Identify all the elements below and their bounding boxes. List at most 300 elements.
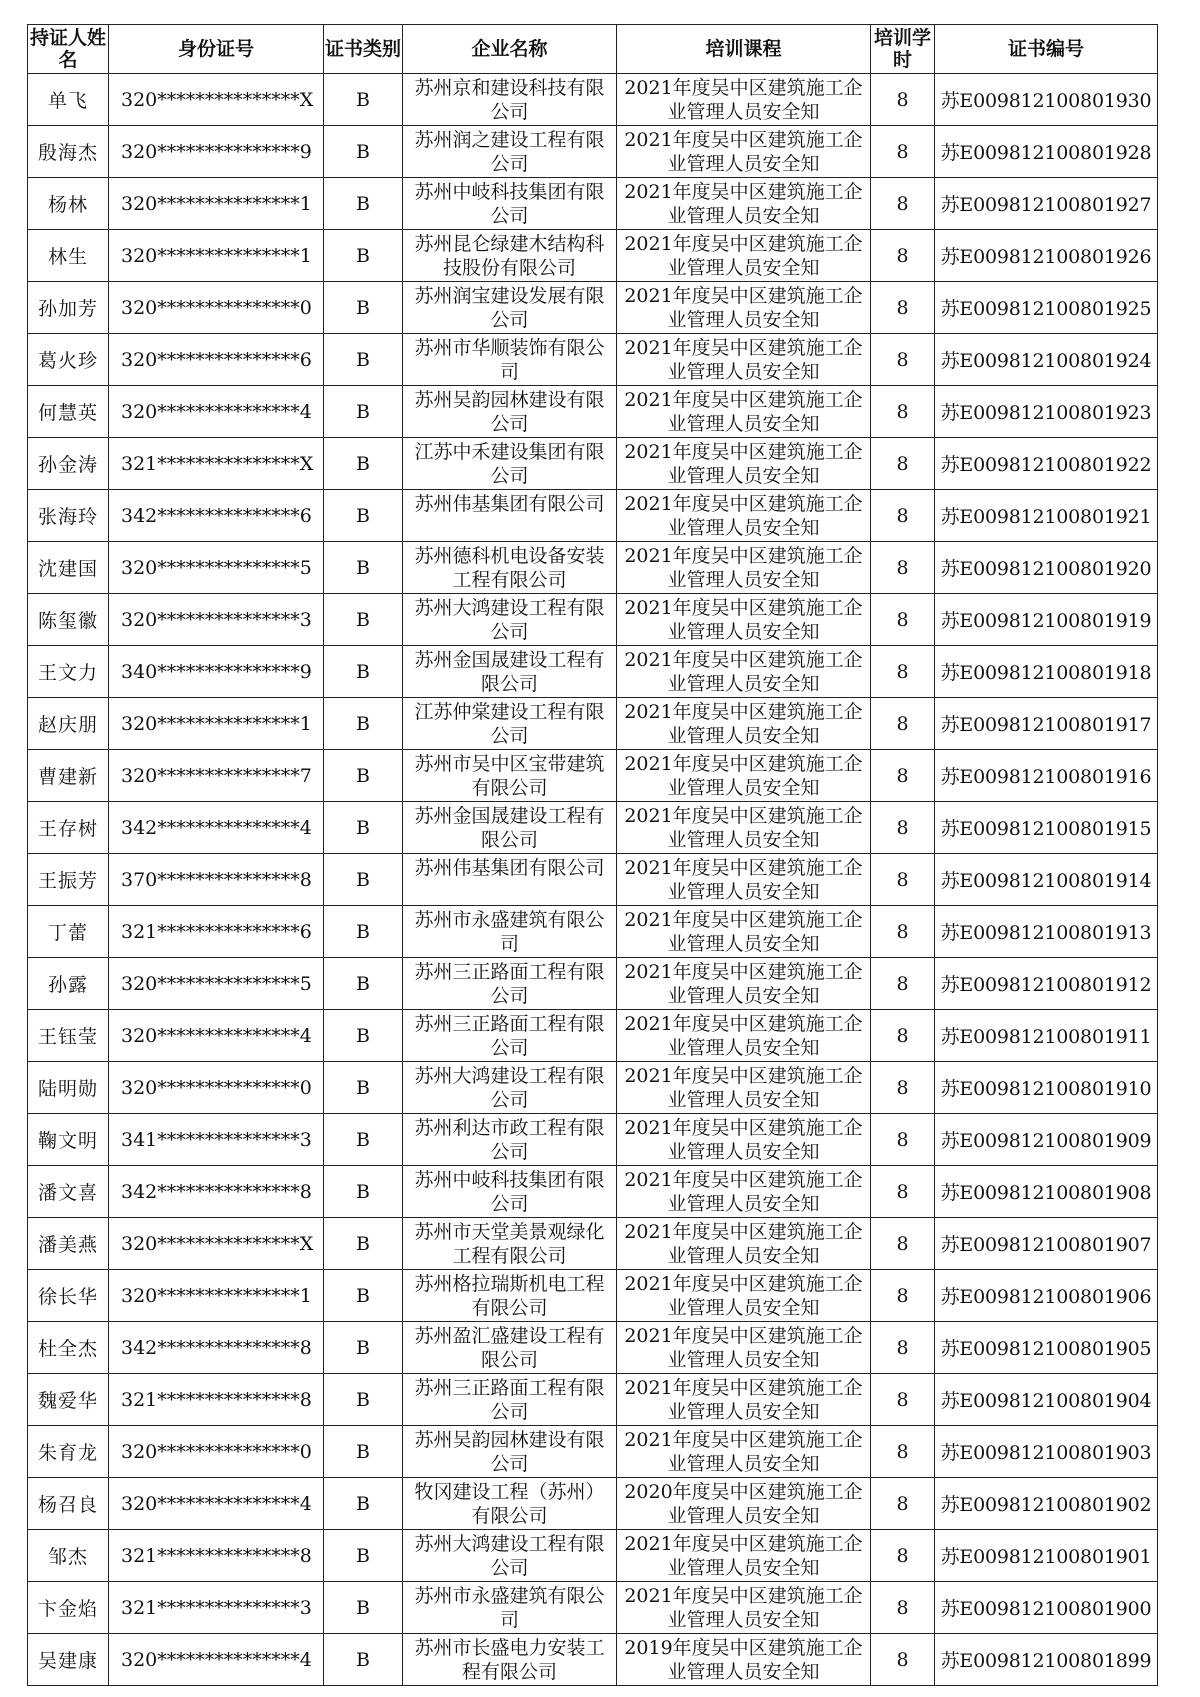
cell-cert-category: B [324, 1634, 403, 1686]
table-row [28, 698, 1158, 750]
cell-course-text: 2021年度吴中区建筑施工企业管理人员安全知 [624, 545, 863, 591]
table-row [28, 906, 1158, 958]
cell-company [403, 698, 617, 750]
cell-course-text: 2021年度吴中区建筑施工企业管理人员安全知 [624, 909, 863, 955]
cell-course [617, 1634, 871, 1686]
cell-name: 赵庆朋 [28, 698, 109, 750]
cell-cert-no: 苏E009812100801927 [935, 178, 1158, 230]
cell-id-number: 320***************5 [109, 542, 324, 594]
cell-name: 卞金焰 [28, 1582, 109, 1634]
header-cert-no: 证书编号 [935, 25, 1158, 74]
cell-course-text: 2021年度吴中区建筑施工企业管理人员安全知 [624, 1273, 863, 1319]
cell-hours: 8 [871, 958, 935, 1010]
cell-company [403, 1478, 617, 1530]
header-row [28, 25, 1158, 74]
cell-cert-category: B [324, 594, 403, 646]
cell-cert-category: B [324, 178, 403, 230]
table-header [28, 25, 1158, 74]
table-row [28, 1322, 1158, 1374]
cell-course [617, 1010, 871, 1062]
cell-company [403, 74, 617, 126]
cell-cert-category: B [324, 1374, 403, 1426]
cell-company [403, 178, 617, 230]
cell-company-text: 苏州三正路面工程有限公司 [414, 1377, 605, 1423]
table-row [28, 1582, 1158, 1634]
cell-hours: 8 [871, 178, 935, 230]
cell-cert-no: 苏E009812100801907 [935, 1218, 1158, 1270]
cell-cert-category: B [324, 1530, 403, 1582]
cell-company [403, 958, 617, 1010]
cell-hours: 8 [871, 1530, 935, 1582]
cell-id-number: 320***************4 [109, 1010, 324, 1062]
cell-cert-no: 苏E009812100801903 [935, 1426, 1158, 1478]
cell-company [403, 542, 617, 594]
cell-course [617, 698, 871, 750]
table-row [28, 386, 1158, 438]
cell-hours: 8 [871, 750, 935, 802]
cell-name: 沈建国 [28, 542, 109, 594]
cell-id-number: 321***************X [109, 438, 324, 490]
header-cert-category: 证书类别 [324, 25, 403, 74]
cell-hours: 8 [871, 1166, 935, 1218]
cell-course [617, 1166, 871, 1218]
cell-hours: 8 [871, 282, 935, 334]
header-id-number: 身份证号 [109, 25, 324, 74]
cell-cert-category: B [324, 386, 403, 438]
cell-cert-no: 苏E009812100801924 [935, 334, 1158, 386]
cell-course [617, 230, 871, 282]
cell-course [617, 1582, 871, 1634]
cell-course-text: 2021年度吴中区建筑施工企业管理人员安全知 [624, 753, 863, 799]
cell-name: 王存树 [28, 802, 109, 854]
cell-course [617, 1062, 871, 1114]
cell-cert-no: 苏E009812100801914 [935, 854, 1158, 906]
cell-id-number: 320***************5 [109, 958, 324, 1010]
cell-hours: 8 [871, 126, 935, 178]
cell-id-number: 370***************8 [109, 854, 324, 906]
header-hours: 培训学时 [871, 25, 935, 74]
cell-id-number: 320***************4 [109, 1478, 324, 1530]
cell-company [403, 1530, 617, 1582]
cell-company [403, 1218, 617, 1270]
table-row [28, 594, 1158, 646]
cell-cert-category: B [324, 646, 403, 698]
cell-name: 单飞 [28, 74, 109, 126]
cell-cert-no: 苏E009812100801928 [935, 126, 1158, 178]
table-row [28, 230, 1158, 282]
cell-hours: 8 [871, 542, 935, 594]
cell-cert-category: B [324, 438, 403, 490]
cell-course [617, 1322, 871, 1374]
cell-course-text: 2021年度吴中区建筑施工企业管理人员安全知 [624, 1221, 863, 1267]
cell-company-text: 苏州德科机电设备安装工程有限公司 [414, 545, 605, 591]
table-row [28, 1114, 1158, 1166]
cell-hours: 8 [871, 74, 935, 126]
cell-company [403, 490, 617, 542]
cell-cert-category: B [324, 230, 403, 282]
cell-id-number: 320***************1 [109, 698, 324, 750]
cell-company [403, 334, 617, 386]
cell-name: 孙加芳 [28, 282, 109, 334]
cell-course [617, 958, 871, 1010]
header-course: 培训课程 [617, 25, 871, 74]
cell-name: 葛火珍 [28, 334, 109, 386]
cell-company [403, 646, 617, 698]
cell-course-text: 2019年度吴中区建筑施工企业管理人员安全知 [624, 1637, 863, 1683]
cell-cert-no: 苏E009812100801919 [935, 594, 1158, 646]
cell-name: 殷海杰 [28, 126, 109, 178]
cell-course [617, 1530, 871, 1582]
cell-company [403, 750, 617, 802]
cell-company [403, 906, 617, 958]
cell-hours: 8 [871, 438, 935, 490]
cell-id-number: 342***************8 [109, 1322, 324, 1374]
cell-id-number: 320***************1 [109, 1270, 324, 1322]
cell-cert-no: 苏E009812100801915 [935, 802, 1158, 854]
cell-course [617, 178, 871, 230]
cell-course [617, 802, 871, 854]
cell-cert-category: B [324, 1218, 403, 1270]
cell-id-number: 321***************3 [109, 1582, 324, 1634]
cell-id-number: 320***************1 [109, 178, 324, 230]
cell-cert-no: 苏E009812100801916 [935, 750, 1158, 802]
cell-company-text: 苏州市永盛建筑有限公司 [414, 1585, 605, 1631]
cell-name: 王钰莹 [28, 1010, 109, 1062]
cell-cert-no: 苏E009812100801901 [935, 1530, 1158, 1582]
cell-id-number: 342***************6 [109, 490, 324, 542]
cell-cert-category: B [324, 1582, 403, 1634]
cell-id-number: 341***************3 [109, 1114, 324, 1166]
cell-course-text: 2021年度吴中区建筑施工企业管理人员安全知 [624, 649, 863, 695]
cell-cert-category: B [324, 1426, 403, 1478]
cell-company-text: 苏州昆仑绿建木结构科技股份有限公司 [414, 233, 605, 279]
cell-course-text: 2021年度吴中区建筑施工企业管理人员安全知 [624, 77, 863, 123]
table-row [28, 1010, 1158, 1062]
table-row [28, 334, 1158, 386]
cell-cert-no: 苏E009812100801909 [935, 1114, 1158, 1166]
cell-course [617, 1426, 871, 1478]
cell-cert-no: 苏E009812100801911 [935, 1010, 1158, 1062]
cell-course [617, 282, 871, 334]
cell-cert-no: 苏E009812100801926 [935, 230, 1158, 282]
cell-company [403, 1166, 617, 1218]
cell-company-text: 苏州中岐科技集团有限公司 [414, 181, 605, 227]
cell-company-text: 苏州三正路面工程有限公司 [414, 1013, 605, 1059]
cell-company [403, 386, 617, 438]
table-row [28, 74, 1158, 126]
cell-hours: 8 [871, 1478, 935, 1530]
cell-course [617, 438, 871, 490]
cell-id-number: 321***************8 [109, 1374, 324, 1426]
cell-company [403, 802, 617, 854]
cell-company-text: 苏州吴韵园林建设有限公司 [414, 389, 605, 435]
cell-company-text: 苏州伟基集团有限公司 [414, 493, 605, 515]
cell-course [617, 1374, 871, 1426]
cell-course [617, 906, 871, 958]
cell-course-text: 2021年度吴中区建筑施工企业管理人员安全知 [624, 805, 863, 851]
cell-company [403, 438, 617, 490]
table-row [28, 958, 1158, 1010]
cell-company-text: 苏州大鸿建设工程有限公司 [414, 1065, 605, 1111]
cell-cert-category: B [324, 1322, 403, 1374]
cell-id-number: 321***************6 [109, 906, 324, 958]
cell-course-text: 2021年度吴中区建筑施工企业管理人员安全知 [624, 1117, 863, 1163]
cell-cert-no: 苏E009812100801910 [935, 1062, 1158, 1114]
cell-course-text: 2021年度吴中区建筑施工企业管理人员安全知 [624, 857, 863, 903]
cell-cert-category: B [324, 334, 403, 386]
cell-cert-no: 苏E009812100801930 [935, 74, 1158, 126]
cell-cert-category: B [324, 1114, 403, 1166]
cell-cert-category: B [324, 1270, 403, 1322]
cell-course-text: 2021年度吴中区建筑施工企业管理人员安全知 [624, 441, 863, 487]
cell-course-text: 2021年度吴中区建筑施工企业管理人员安全知 [624, 1325, 863, 1371]
cell-hours: 8 [871, 1582, 935, 1634]
cell-course-text: 2021年度吴中区建筑施工企业管理人员安全知 [624, 961, 863, 1007]
cell-course [617, 854, 871, 906]
cell-cert-no: 苏E009812100801904 [935, 1374, 1158, 1426]
cell-course-text: 2021年度吴中区建筑施工企业管理人员安全知 [624, 233, 863, 279]
cell-cert-no: 苏E009812100801905 [935, 1322, 1158, 1374]
cell-company [403, 1010, 617, 1062]
cell-name: 魏爱华 [28, 1374, 109, 1426]
cell-course-text: 2021年度吴中区建筑施工企业管理人员安全知 [624, 1533, 863, 1579]
cell-course [617, 1270, 871, 1322]
cell-hours: 8 [871, 490, 935, 542]
cell-id-number: 320***************4 [109, 386, 324, 438]
cell-course-text: 2021年度吴中区建筑施工企业管理人员安全知 [624, 389, 863, 435]
cell-id-number: 320***************X [109, 74, 324, 126]
cell-company-text: 江苏中禾建设集团有限公司 [414, 441, 605, 487]
cell-hours: 8 [871, 802, 935, 854]
cell-hours: 8 [871, 854, 935, 906]
cell-company-text: 苏州伟基集团有限公司 [414, 857, 605, 879]
cell-id-number: 342***************8 [109, 1166, 324, 1218]
cell-course [617, 1478, 871, 1530]
cell-company-text: 苏州中岐科技集团有限公司 [414, 1169, 605, 1215]
cell-name: 徐长华 [28, 1270, 109, 1322]
cell-cert-no: 苏E009812100801925 [935, 282, 1158, 334]
cell-company-text: 苏州市永盛建筑有限公司 [414, 909, 605, 955]
cell-id-number: 320***************0 [109, 1426, 324, 1478]
cell-name: 朱育龙 [28, 1426, 109, 1478]
cell-cert-no: 苏E009812100801918 [935, 646, 1158, 698]
cell-cert-no: 苏E009812100801908 [935, 1166, 1158, 1218]
table-row [28, 854, 1158, 906]
cell-hours: 8 [871, 1322, 935, 1374]
cell-id-number: 320***************4 [109, 1634, 324, 1686]
cell-company-text: 苏州润宝建设发展有限公司 [414, 285, 605, 331]
cell-course-text: 2021年度吴中区建筑施工企业管理人员安全知 [624, 1429, 863, 1475]
cell-cert-category: B [324, 282, 403, 334]
cell-cert-no: 苏E009812100801906 [935, 1270, 1158, 1322]
cell-course [617, 542, 871, 594]
cell-company [403, 594, 617, 646]
table-row [28, 1634, 1158, 1686]
cell-company-text: 苏州格拉瑞斯机电工程有限公司 [414, 1273, 605, 1319]
cell-cert-category: B [324, 906, 403, 958]
cell-company-text: 苏州京和建设科技有限公司 [414, 77, 605, 123]
cell-id-number: 320***************0 [109, 1062, 324, 1114]
cell-id-number: 320***************0 [109, 282, 324, 334]
cell-name: 王振芳 [28, 854, 109, 906]
cell-company [403, 1114, 617, 1166]
cell-company-text: 苏州盈汇盛建设工程有限公司 [414, 1325, 605, 1371]
cell-id-number: 320***************9 [109, 126, 324, 178]
table-row [28, 1218, 1158, 1270]
header-company: 企业名称 [403, 25, 617, 74]
cell-name: 张海玲 [28, 490, 109, 542]
cell-company-text: 苏州金国晟建设工程有限公司 [414, 805, 605, 851]
table-row [28, 282, 1158, 334]
cell-cert-category: B [324, 126, 403, 178]
cell-cert-category: B [324, 802, 403, 854]
cell-course-text: 2021年度吴中区建筑施工企业管理人员安全知 [624, 285, 863, 331]
cell-hours: 8 [871, 646, 935, 698]
cell-course-text: 2021年度吴中区建筑施工企业管理人员安全知 [624, 597, 863, 643]
cell-course-text: 2020年度吴中区建筑施工企业管理人员安全知 [624, 1481, 863, 1527]
cell-cert-category: B [324, 958, 403, 1010]
cell-company [403, 1582, 617, 1634]
cell-hours: 8 [871, 698, 935, 750]
cell-course [617, 490, 871, 542]
cell-company [403, 1374, 617, 1426]
cell-course-text: 2021年度吴中区建筑施工企业管理人员安全知 [624, 1169, 863, 1215]
cell-cert-no: 苏E009812100801902 [935, 1478, 1158, 1530]
cell-cert-category: B [324, 490, 403, 542]
cell-cert-category: B [324, 1010, 403, 1062]
table-row [28, 750, 1158, 802]
cell-cert-no: 苏E009812100801899 [935, 1634, 1158, 1686]
cell-id-number: 342***************4 [109, 802, 324, 854]
cell-course-text: 2021年度吴中区建筑施工企业管理人员安全知 [624, 1013, 863, 1059]
cell-hours: 8 [871, 1426, 935, 1478]
cell-cert-no: 苏E009812100801922 [935, 438, 1158, 490]
cell-company-text: 苏州市天堂美景观绿化工程有限公司 [414, 1221, 605, 1267]
cell-cert-category: B [324, 1062, 403, 1114]
cell-course-text: 2021年度吴中区建筑施工企业管理人员安全知 [624, 1377, 863, 1423]
cell-id-number: 320***************7 [109, 750, 324, 802]
cell-name: 潘美燕 [28, 1218, 109, 1270]
cell-company-text: 苏州三正路面工程有限公司 [414, 961, 605, 1007]
certificate-table [27, 24, 1158, 1686]
cell-name: 孙露 [28, 958, 109, 1010]
cell-company [403, 126, 617, 178]
cell-course [617, 334, 871, 386]
cell-company-text: 苏州市华顺装饰有限公司 [414, 337, 605, 383]
cell-course [617, 1218, 871, 1270]
cell-company [403, 1634, 617, 1686]
cell-name: 林生 [28, 230, 109, 282]
cell-course-text: 2021年度吴中区建筑施工企业管理人员安全知 [624, 181, 863, 227]
cell-name: 何慧英 [28, 386, 109, 438]
cell-company [403, 1062, 617, 1114]
cell-company-text: 苏州吴韵园林建设有限公司 [414, 1429, 605, 1475]
cell-company [403, 1426, 617, 1478]
cell-course [617, 750, 871, 802]
cell-course [617, 126, 871, 178]
table-row [28, 178, 1158, 230]
cell-id-number: 320***************1 [109, 230, 324, 282]
cell-company-text: 苏州市长盛电力安装工程有限公司 [414, 1637, 605, 1683]
table-row [28, 1062, 1158, 1114]
cell-company-text: 苏州利达市政工程有限公司 [414, 1117, 605, 1163]
cell-hours: 8 [871, 1062, 935, 1114]
cell-name: 丁蕾 [28, 906, 109, 958]
table-row [28, 1426, 1158, 1478]
cell-hours: 8 [871, 1634, 935, 1686]
cell-company-text: 苏州市吴中区宝带建筑有限公司 [414, 753, 605, 799]
cell-company [403, 1270, 617, 1322]
cell-cert-category: B [324, 1478, 403, 1530]
table-row [28, 1478, 1158, 1530]
cell-cert-no: 苏E009812100801920 [935, 542, 1158, 594]
cell-cert-category: B [324, 542, 403, 594]
table-row [28, 646, 1158, 698]
cell-company [403, 282, 617, 334]
table-row [28, 1270, 1158, 1322]
cell-cert-category: B [324, 750, 403, 802]
cell-company-text: 苏州大鸿建设工程有限公司 [414, 1533, 605, 1579]
cell-hours: 8 [871, 386, 935, 438]
cell-id-number: 321***************8 [109, 1530, 324, 1582]
cell-cert-no: 苏E009812100801913 [935, 906, 1158, 958]
cell-course-text: 2021年度吴中区建筑施工企业管理人员安全知 [624, 129, 863, 175]
cell-company-text: 苏州润之建设工程有限公司 [414, 129, 605, 175]
cell-name: 杜全杰 [28, 1322, 109, 1374]
table-row [28, 490, 1158, 542]
cell-hours: 8 [871, 1218, 935, 1270]
cell-name: 杨林 [28, 178, 109, 230]
cell-course-text: 2021年度吴中区建筑施工企业管理人员安全知 [624, 701, 863, 747]
table-body [28, 74, 1158, 1686]
cell-name: 王文力 [28, 646, 109, 698]
cell-hours: 8 [871, 1270, 935, 1322]
cell-hours: 8 [871, 334, 935, 386]
cell-company [403, 854, 617, 906]
cell-cert-no: 苏E009812100801921 [935, 490, 1158, 542]
cell-name: 曹建新 [28, 750, 109, 802]
cell-name: 潘文喜 [28, 1166, 109, 1218]
cell-hours: 8 [871, 1374, 935, 1426]
table-row [28, 126, 1158, 178]
cell-company-text: 江苏仲棠建设工程有限公司 [414, 701, 605, 747]
cell-id-number: 340***************9 [109, 646, 324, 698]
cell-hours: 8 [871, 1114, 935, 1166]
cell-id-number: 320***************6 [109, 334, 324, 386]
table-row [28, 1530, 1158, 1582]
cell-name: 陈玺徽 [28, 594, 109, 646]
table-row [28, 1166, 1158, 1218]
cell-hours: 8 [871, 1010, 935, 1062]
cell-company [403, 1322, 617, 1374]
table-row [28, 802, 1158, 854]
cell-company-text: 苏州大鸿建设工程有限公司 [414, 597, 605, 643]
cell-name: 陆明勋 [28, 1062, 109, 1114]
cell-company-text: 苏州金国晟建设工程有限公司 [414, 649, 605, 695]
cell-course-text: 2021年度吴中区建筑施工企业管理人员安全知 [624, 1065, 863, 1111]
cell-cert-category: B [324, 854, 403, 906]
cell-cert-category: B [324, 74, 403, 126]
cell-course-text: 2021年度吴中区建筑施工企业管理人员安全知 [624, 1585, 863, 1631]
cell-id-number: 320***************3 [109, 594, 324, 646]
cell-course [617, 646, 871, 698]
cell-course [617, 386, 871, 438]
cell-hours: 8 [871, 594, 935, 646]
cell-name: 杨召良 [28, 1478, 109, 1530]
cell-name: 孙金涛 [28, 438, 109, 490]
header-name: 持证人姓名 [28, 25, 109, 74]
cell-course-text: 2021年度吴中区建筑施工企业管理人员安全知 [624, 493, 863, 539]
